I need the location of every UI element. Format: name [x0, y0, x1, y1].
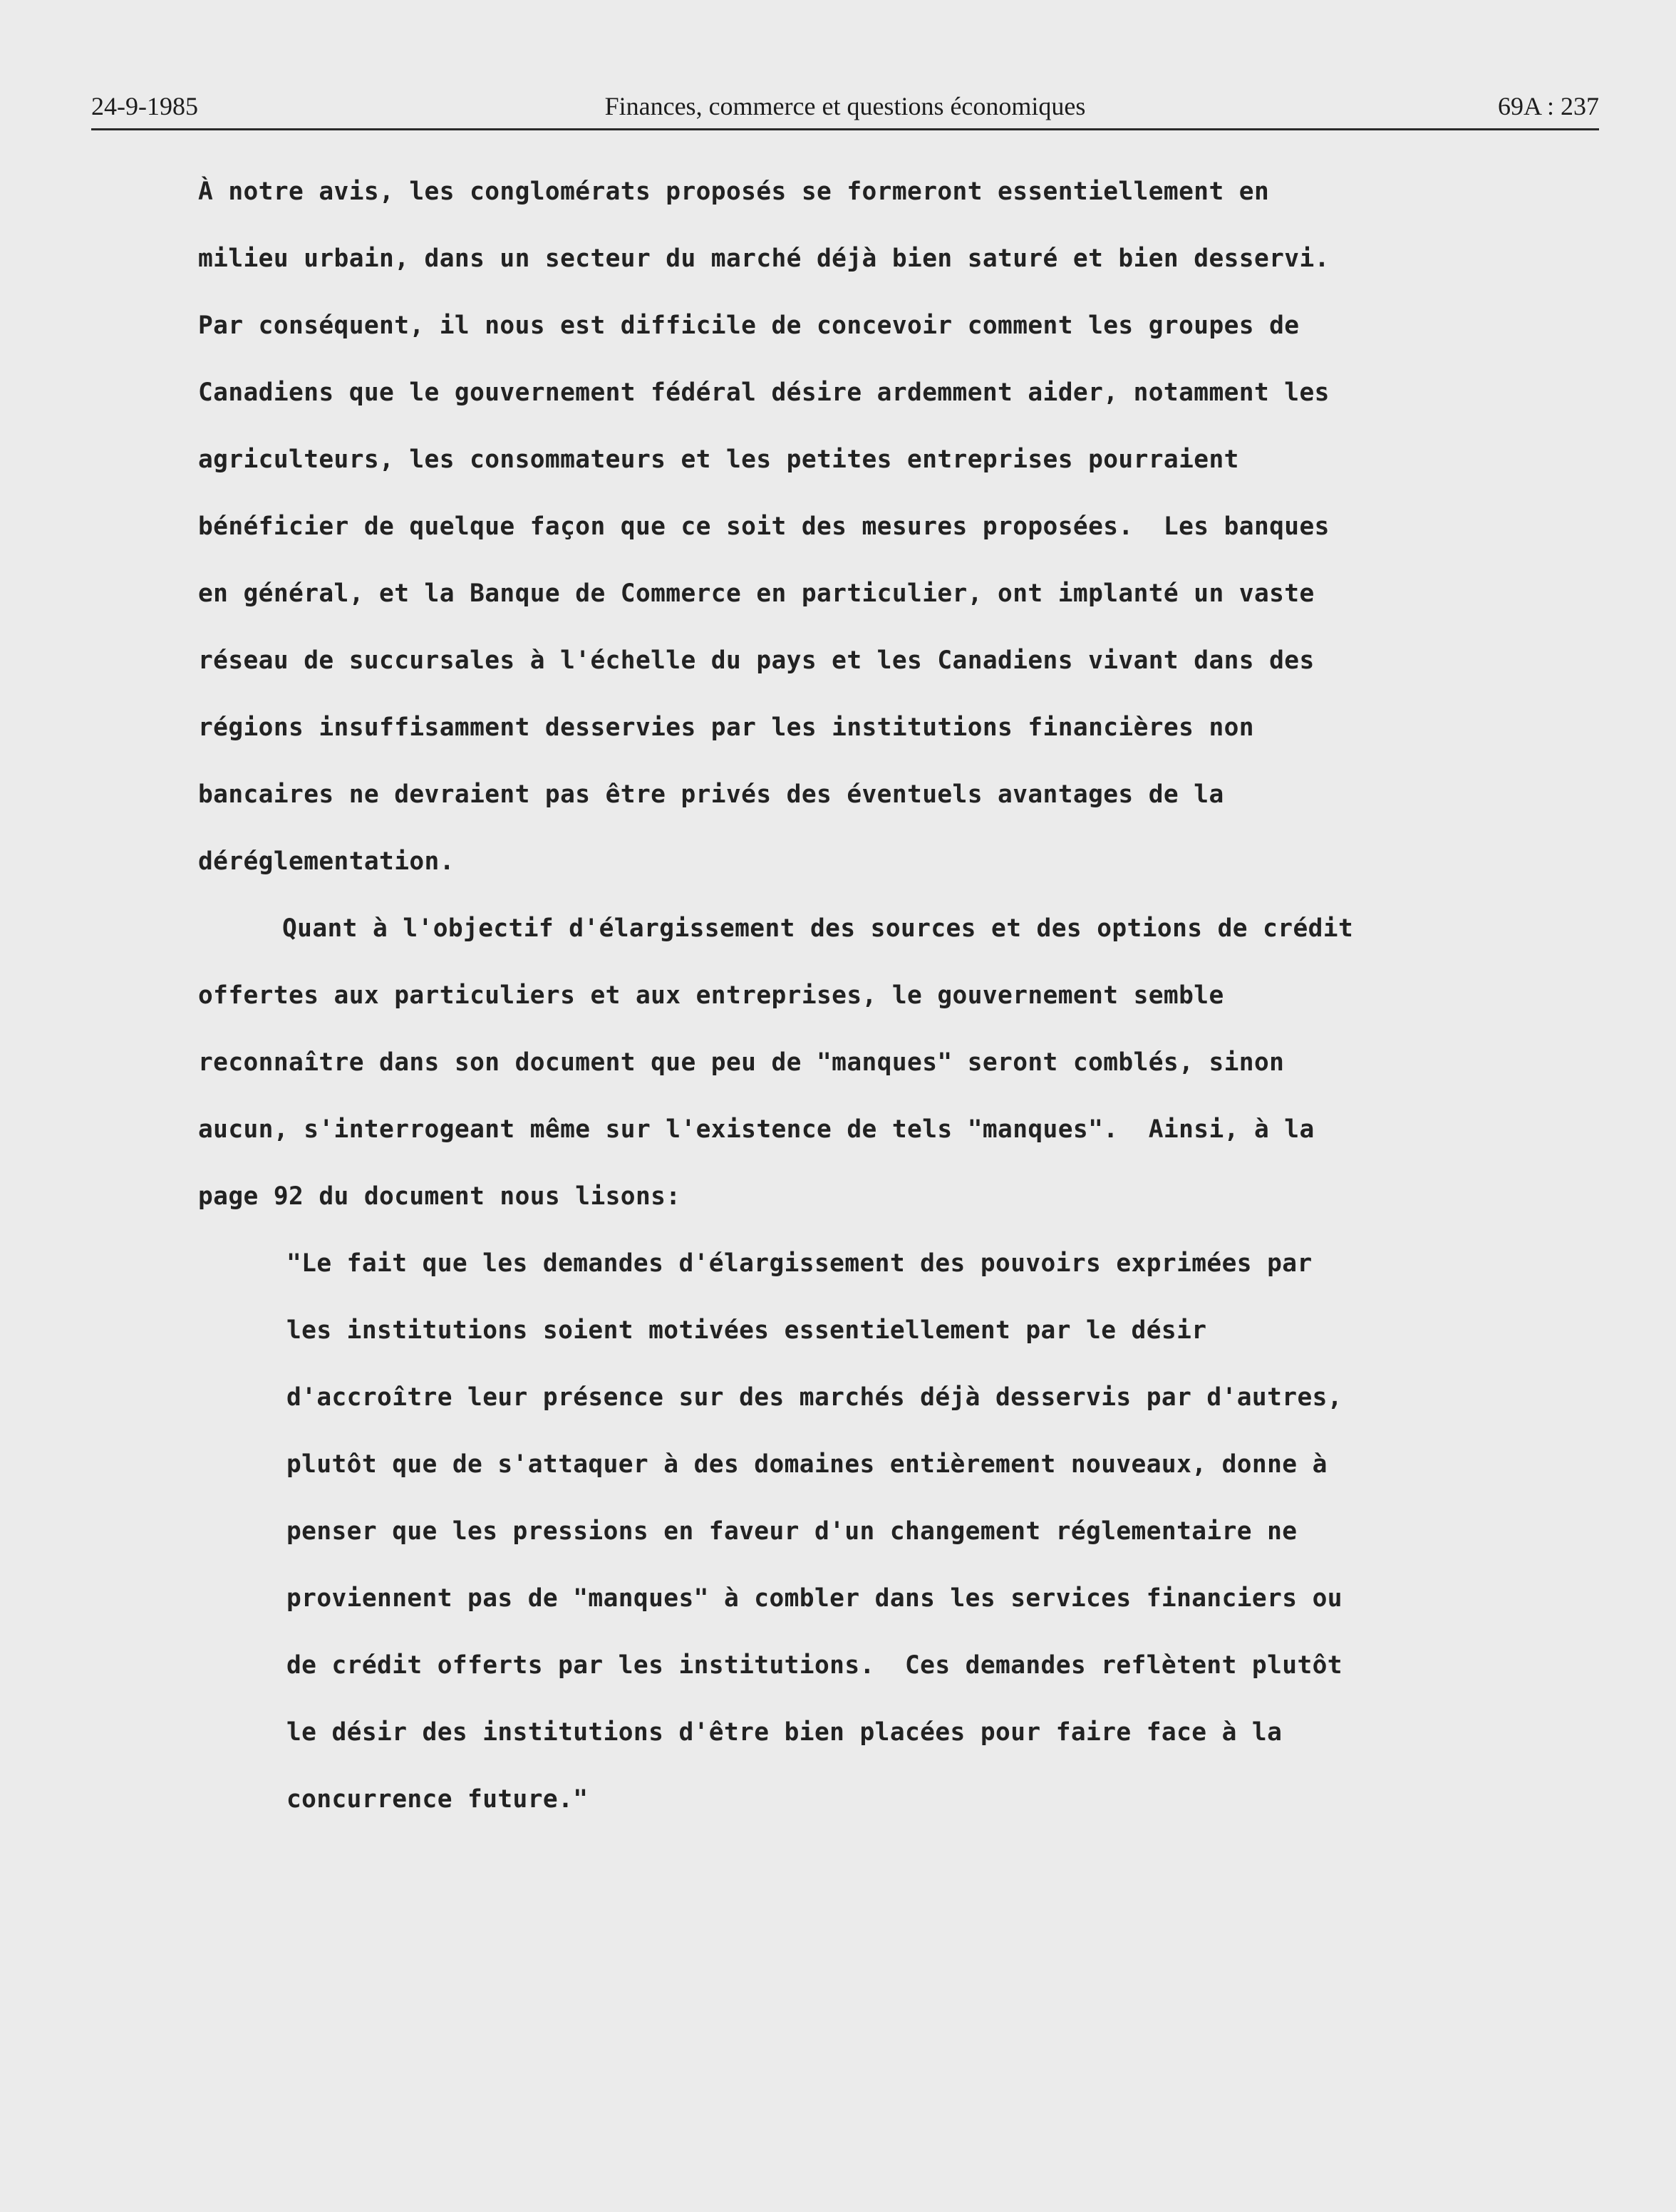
header-divider	[91, 128, 1599, 130]
quote-line: le désir des institutions d'être bien placées pour faire face à la	[286, 1718, 1283, 1747]
text-line: réseau de succursales à l'échelle du pays et les Canadiens vivant dans des	[198, 646, 1315, 675]
text-line: régions insuffisamment desservies par les institutions financières non	[198, 713, 1254, 742]
quote-line: concurrence future."	[286, 1785, 589, 1814]
text-line: déréglementation.	[198, 847, 455, 876]
quote-line: "Le fait que les demandes d'élargissement des pouvoirs exprimées par	[286, 1249, 1313, 1278]
text-line: Canadiens que le gouvernement fédéral désire ardemment aider, notamment les	[198, 378, 1330, 407]
quote-line: proviennent pas de "manques" à combler dans les services financiers ou	[286, 1584, 1343, 1613]
quote-line: d'accroître leur présence sur des marchés déjà desservis par d'autres,	[286, 1383, 1343, 1412]
paragraph-2	[198, 906, 1481, 1241]
page-header	[91, 91, 1599, 131]
text-line: offertes aux particuliers et aux entreprises, le gouvernement semble	[198, 981, 1224, 1010]
text-line: bénéficier de quelque façon que ce soit des mesures proposées. Les banques	[198, 512, 1330, 541]
text-line: milieu urbain, dans un secteur du marché déjà bien saturé et bien desservi.	[198, 244, 1330, 273]
paragraph-1	[198, 170, 1481, 906]
text-line: bancaires ne devraient pas être privés des éventuels avantages de la	[198, 780, 1224, 809]
header-date: 24-9-1985	[91, 92, 198, 120]
quote-line: penser que les pressions en faveur d'un changement réglementaire ne	[286, 1517, 1298, 1546]
quote-line: plutôt que de s'attaquer à des domaines entièrement nouveaux, donne à	[286, 1450, 1328, 1479]
quote-line: les institutions soient motivées essentiellement par le désir	[286, 1316, 1207, 1345]
block-quote	[198, 1241, 1481, 1844]
text-line: Quant à l'objectif d'élargissement des sources et des options de crédit	[282, 914, 1354, 943]
header-title: Finances, commerce et questions économiques	[604, 92, 1086, 120]
text-line: À notre avis, les conglomérats proposés se formeront essentiellement en	[198, 177, 1270, 206]
text-line: reconnaître dans son document que peu de "manques" seront comblés, sinon	[198, 1048, 1285, 1077]
text-line: agriculteurs, les consommateurs et les petites entreprises pourraient	[198, 445, 1239, 474]
header-page-number: 69A : 237	[1497, 92, 1599, 120]
text-line: Par conséquent, il nous est difficile de concevoir comment les groupes de	[198, 311, 1300, 340]
quote-line: de crédit offerts par les institutions. Ces demandes reflètent plutôt	[286, 1651, 1343, 1680]
body-text	[198, 170, 1481, 1844]
text-line: aucun, s'interrogeant même sur l'existence de tels "manques". Ainsi, à la	[198, 1115, 1315, 1144]
text-line: en général, et la Banque de Commerce en particulier, ont implanté un vaste	[198, 579, 1315, 608]
text-line: page 92 du document nous lisons:	[198, 1182, 681, 1211]
